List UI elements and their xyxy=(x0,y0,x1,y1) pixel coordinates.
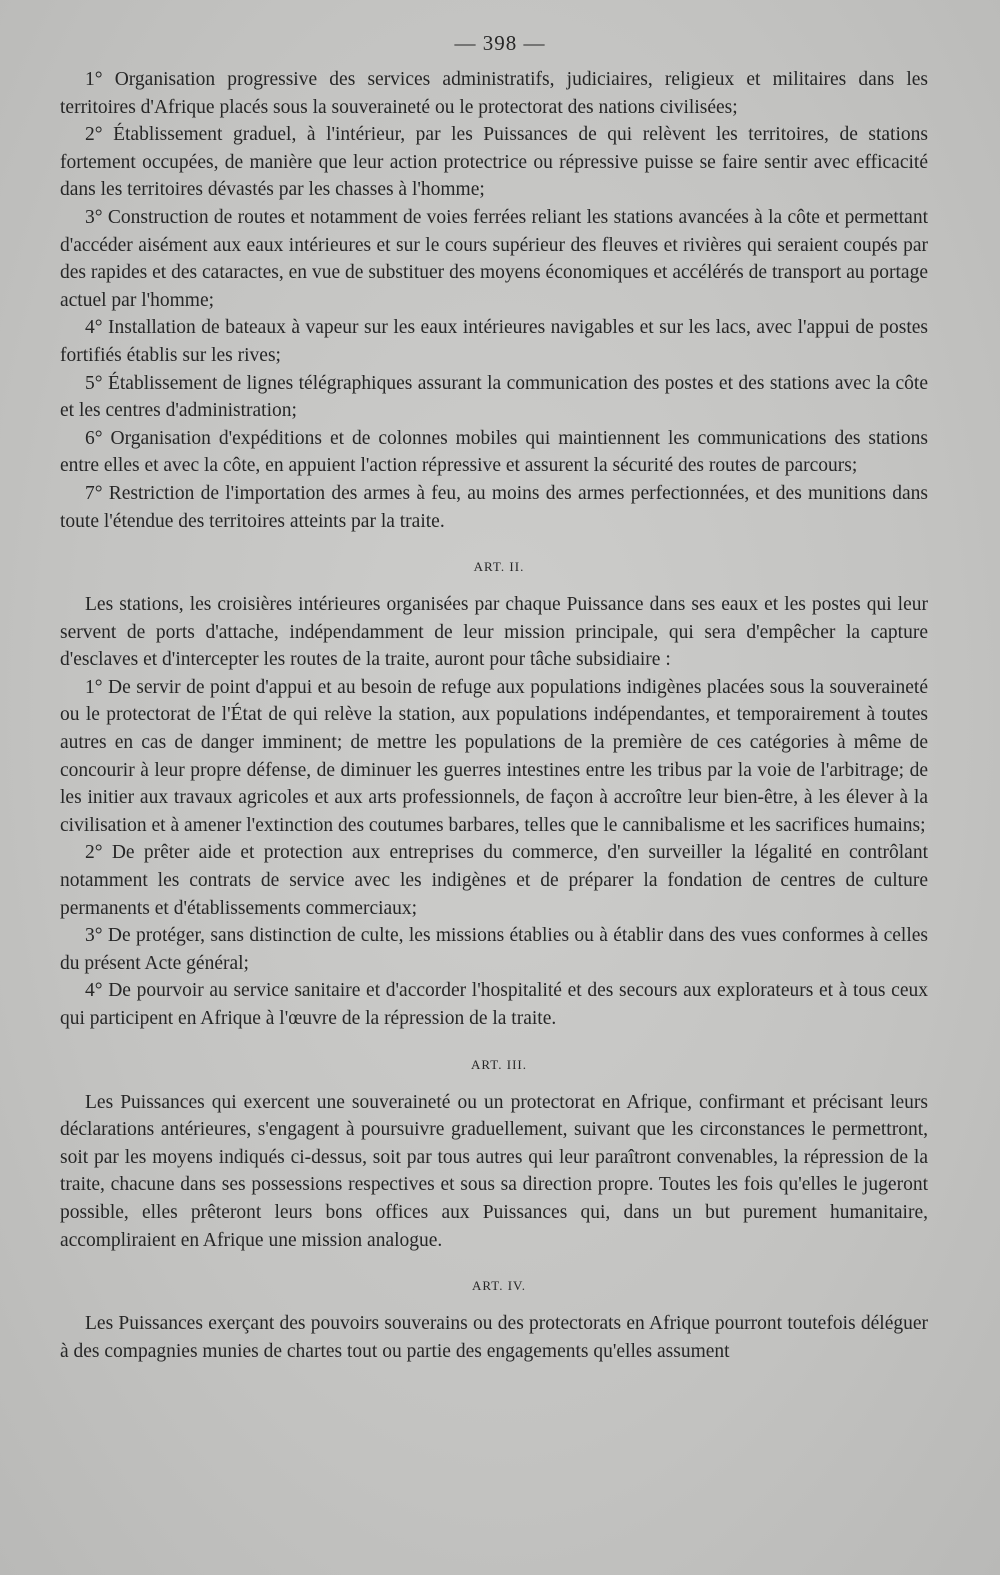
article-3-heading: ART. III. xyxy=(471,1056,527,1072)
list-item: 6° Organisation d'expéditions et de colonnes mobiles qui maintiennent les communications des stations entre elles et avec la côte, en appuient l'action répressive et assurent la sécurité des routes de parcours; xyxy=(60,427,928,477)
list-item: 7° Restriction de l'importation des armes à feu, au moins des armes perfectionnées, et des munitions dans toute l'étendue des territoires atteints par la traite. xyxy=(60,482,928,532)
list-item: 5° Établissement de lignes télégraphiques assurant la communication des postes et des stations avec la côte et les centres d'administration; xyxy=(60,372,928,422)
article-4-body xyxy=(60,1310,928,1365)
article-4-heading: ART. IV. xyxy=(471,1278,527,1294)
article-3-text: Les Puissances qui exercent une souveraineté ou un protectorat en Afrique, confirmant et précisant leurs déclarations antérieures, s'engagent à poursuivre graduellement, suivant que les circonstances le permettront, soit par les moyens indiqués ci-dessus, soit par tous autres qui leur paraîtront convenables, la répression de la traite, chacune dans ses possessions respectives et sous sa direction propre. Toutes les fois qu'elles le jugeront possible, elles prêteront leurs bons offices aux Puissances qui, dans un but purement humanitaire, accompliraient en Afrique une mission analogue. xyxy=(60,1091,928,1251)
article-2-body xyxy=(60,591,928,1033)
list-item: 2° Établissement graduel, à l'intérieur, par les Puissances de qui relèvent les territoires, de stations fortement occupées, de manière que leur action protectrice ou répressive puisse se faire sentir avec efficacité dans les territoires dévastés par les chasses à l'homme; xyxy=(60,124,928,201)
list-item: 1° De servir de point d'appui et au besoin de refuge aux populations indigènes placées sous la souveraineté ou le protectorat de l'État de qui relève la station, aux populations indépendantes, et temporairement à toutes autres en cas de danger imminent; de mettre les populations de la première de ces catégories à même de concourir à leur propre défense, de diminuer les guerres intestines entre les tribus par la voie de l'arbitrage; de les initier aux travaux agricoles et aux arts professionnels, de façon à accroître leur bien-être, à les élever à la civilisation et à amener l'extinction des coutumes barbares, telles que le cannibalisme et les sacrifices humains; xyxy=(60,676,928,836)
article-4-text: Les Puissances exerçant des pouvoirs souverains ou des protectorats en Afrique pourront toutefois déléguer à des compagnies munies de chartes tout ou partie des engagements qu'elles assument xyxy=(60,1313,928,1362)
article-3-body xyxy=(60,1089,928,1255)
list-item: 2° De prêter aide et protection aux entreprises du commerce, d'en surveiller la légalité en contrôlant notamment les contrats de service avec les indigènes et de préparer la fondation de centres de culture permanents et d'établissements commerciaux; xyxy=(60,842,928,919)
list-item: 1° Organisation progressive des services administratifs, judiciaires, religieux et militaires dans les territoires d'Afrique placés sous la souveraineté ou le protectorat des nations civilisées; xyxy=(60,69,928,118)
list-item: 3° De protéger, sans distinction de culte, les missions établies ou à établir dans des vues conformes à celles du présent Acte général; xyxy=(60,925,928,974)
article-2-heading: ART. II. xyxy=(473,559,525,575)
list-item: 4° De pourvoir au service sanitaire et d'accorder l'hospitalité et des secours aux explorateurs et à tous ceux qui participent en Afrique à l'œuvre de la répression de la traite. xyxy=(60,980,928,1029)
article-2-intro: Les stations, les croisières intérieures organisées par chaque Puissance dans ses eaux et les postes qui leur servent de ports d'attache, indépendamment de leur mission principale, qui sera d'empêcher la capture d'esclaves et d'intercepter les routes de la traite, auront pour tâche subsidiaire : xyxy=(60,594,928,671)
list-item: 4° Installation de bateaux à vapeur sur les eaux intérieures navigables et sur les lacs, avec l'appui de postes fortifiés établis sur les rives; xyxy=(60,317,928,366)
measures-list xyxy=(60,66,928,535)
list-item: 3° Construction de routes et notamment de voies ferrées reliant les stations avancées à la côte et permettant d'accéder aisément aux eaux intérieures et sur le cours supérieur des fleuves et rivières qui seraient coupés par des rapides et des cataractes, en vue de substituer des moyens économiques et accélérés de transport au portage actuel par l'homme; xyxy=(60,206,928,311)
page-number: — 398 — xyxy=(454,31,546,55)
